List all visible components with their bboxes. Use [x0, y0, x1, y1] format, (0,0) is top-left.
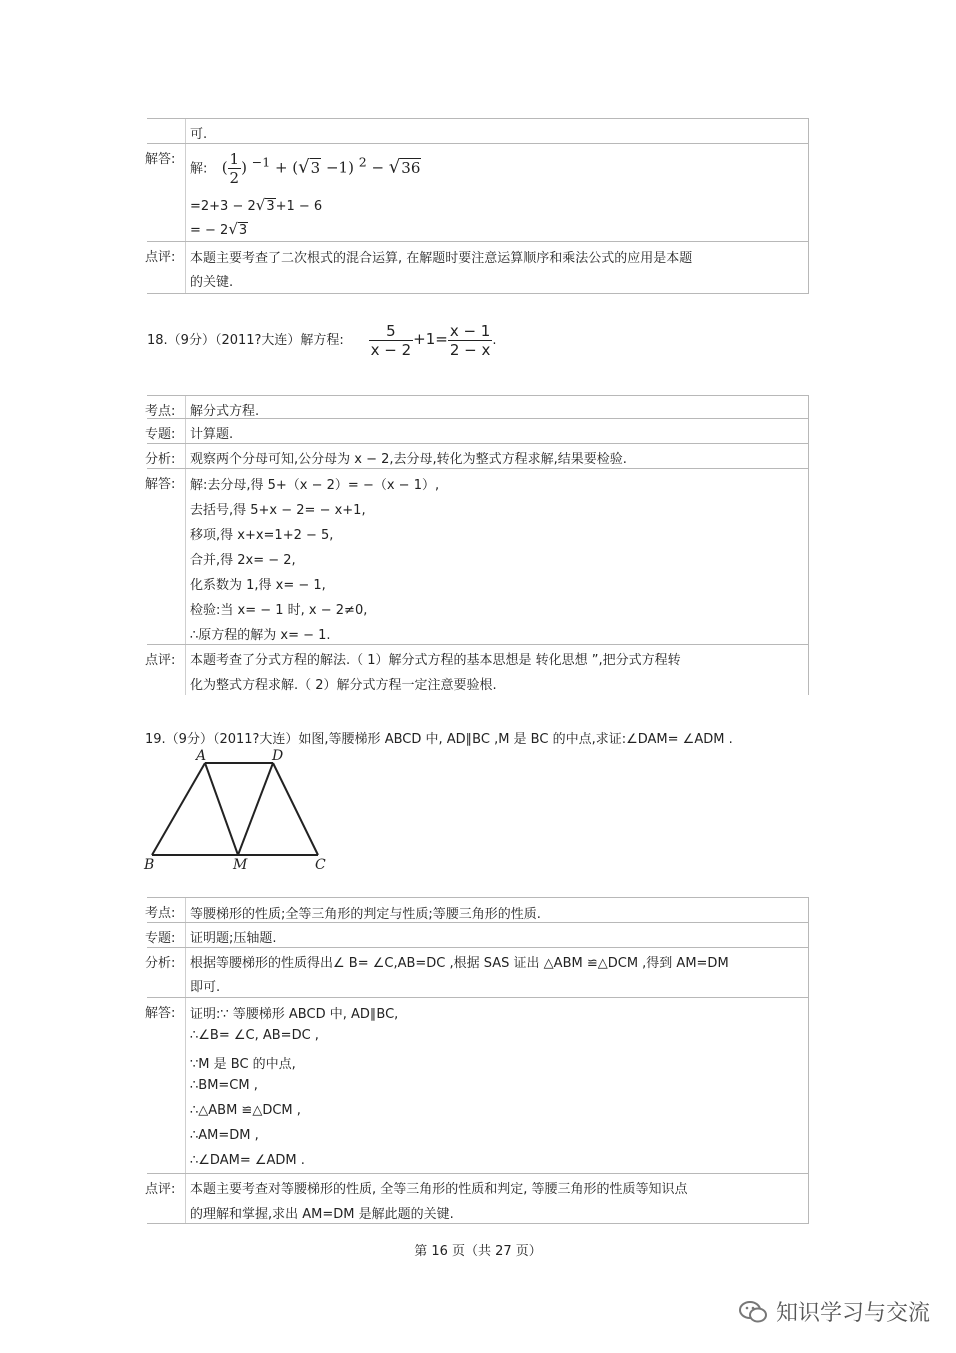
q19-kaodian-text: 等腰梯形的性质;全等三角形的判定与性质;等腰三角形的性质. — [190, 907, 541, 922]
q17-comment-row — [147, 242, 809, 294]
zhuanti-label: 专题: — [145, 931, 176, 946]
q19-solution-table — [147, 897, 809, 1224]
q19-fenxi-line1: 根据等腰梯形的性质得出∠ B= ∠C,AB=DC ,根据 SAS 证出 △ABM ≌△DCM ,得到 AM=DM — [190, 956, 729, 971]
q17-comment-line2: 的关键. — [190, 275, 234, 290]
watermark — [738, 1296, 930, 1327]
q19-answer-line: 证明:∵ 等腰梯形 ABCD 中, AD∥BC, — [190, 1007, 399, 1022]
q17-comment-line1: 本题主要考查了二次根式的混合运算, 在解题时要注意运算顺序和乘法公式的应用是本题 — [190, 251, 693, 266]
q19-kaodian-row — [147, 897, 809, 923]
plus: + — [274, 158, 288, 177]
label-C: C — [315, 857, 326, 873]
q17-answer-row — [147, 144, 809, 242]
q17-tail-text: 可. — [190, 127, 208, 142]
watermark-text: 知识学习与交流 — [775, 1301, 930, 1326]
q18-prefix: 18.（9分）（2011?大连）解方程: — [147, 333, 344, 348]
answer-prefix: 解: — [190, 161, 208, 177]
label-B: B — [144, 857, 155, 873]
q18-answer-line: 化系数为 1,得 x= − 1, — [190, 578, 326, 593]
q19-answer-line: ∴AM=DM , — [190, 1128, 259, 1143]
page-footer: 第 16 页（共 27 页） — [414, 1244, 542, 1259]
q18-fenxi-row — [147, 444, 809, 469]
q18-kaodian-row — [147, 395, 809, 419]
kaodian-label: 考点: — [145, 404, 176, 419]
q18-solution-table — [147, 395, 809, 695]
q18-answer-line: 检验:当 x= − 1 时, x − 2≠0, — [190, 603, 368, 618]
comment-label: 点评: — [145, 250, 176, 265]
wechat-icon — [738, 1299, 768, 1325]
q17-answer-line3: = − 2√3 — [190, 220, 248, 238]
q18-answer-line: 去括号,得 5+x − 2= − x+1, — [190, 503, 366, 518]
q19-statement: 19.（9分）（2011?大连）如图,等腰梯形 ABCD 中, AD∥BC ,M 是 BC 的中点,求证:∠DAM= ∠ADM . — [145, 732, 733, 747]
q18-fenxi-text: 观察两个分母可知,公分母为 x − 2,去分母,转化为整式方程求解,结果要检验. — [190, 452, 627, 467]
q18-mid: +1= — [413, 330, 448, 348]
q18-answer-row — [147, 469, 809, 645]
q19-answer-line: ∴∠DAM= ∠ADM . — [190, 1153, 305, 1168]
label-D: D — [272, 748, 284, 764]
comment-label: 点评: — [145, 1182, 176, 1197]
exponent-2: 2 — [358, 154, 367, 170]
exponent: −1 — [251, 154, 271, 170]
q18-fraction-right: $\frac{x - 1}{2 - x}$ — [449, 322, 491, 359]
q19-answer-line: ∴BM=CM , — [190, 1078, 258, 1093]
q18-answer-line: 合并,得 2x= − 2, — [190, 553, 296, 568]
trapezoid-figure — [140, 745, 340, 875]
q19-comment-row — [147, 1174, 809, 1224]
fenxi-label: 分析: — [145, 956, 176, 971]
kaodian-label: 考点: — [145, 906, 176, 921]
q19-answer-row — [147, 998, 809, 1174]
q18-answer-line: 解:去分母,得 5+（x − 2）= −（x − 1）, — [190, 478, 440, 493]
q18-fraction-left: $\frac{5}{x - 2}$ — [370, 322, 412, 359]
q19-comment-line2: 的理解和掌握,求出 AM=DM 是解此题的关键. — [190, 1207, 454, 1222]
label-M: M — [233, 857, 248, 873]
q19-zhuanti-text: 证明题;压轴题. — [190, 931, 277, 946]
q18-end: . — [492, 333, 497, 348]
zhuanti-label: 专题: — [145, 427, 176, 442]
comment-label: 点评: — [145, 653, 176, 668]
q18-comment-line1: 本题考查了分式方程的解法.（ 1）解分式方程的基本思想是 转化思想 ”,把分式方程转 — [190, 653, 681, 668]
q19-fenxi-row — [147, 948, 809, 998]
q18-answer-line: ∴原方程的解为 x= − 1. — [190, 628, 331, 643]
answer-label: 解答: — [145, 477, 176, 492]
minus: − — [371, 158, 385, 177]
q18-kaodian-text: 解分式方程. — [190, 404, 260, 419]
q18-zhuanti-text: 计算题. — [190, 427, 234, 442]
q18-zhuanti-row — [147, 419, 809, 444]
q19-answer-line: ∴∠B= ∠C, AB=DC , — [190, 1028, 319, 1043]
q18-answer-line: 移项,得 x+x=1+2 − 5, — [190, 528, 334, 543]
minus-one: −1 — [325, 158, 349, 177]
fenxi-label: 分析: — [145, 452, 176, 467]
fraction-half: $\frac{1}{2}$ — [229, 150, 240, 187]
sqrt-3: 3 — [310, 158, 321, 177]
q19-answer-line: ∵M 是 BC 的中点, — [190, 1057, 296, 1072]
q19-comment-line1: 本题主要考查对等腰梯形的性质, 全等三角形的性质和判定, 等腰三角形的性质等知识点 — [190, 1182, 688, 1197]
answer-label: 解答: — [145, 152, 176, 167]
q17-row-tail — [147, 118, 809, 144]
q19-answer-line: ∴△ABM ≌△DCM , — [190, 1103, 301, 1118]
answer-label: 解答: — [145, 1006, 176, 1021]
label-A: A — [196, 748, 207, 764]
q19-fenxi-line2: 即可. — [190, 980, 221, 995]
q18-comment-line2: 化为整式方程求解.（ 2）解分式方程一定注意要验根. — [190, 678, 497, 693]
q18-comment-row — [147, 645, 809, 695]
q18-statement — [147, 322, 497, 359]
sqrt-36: 36 — [401, 158, 421, 177]
q17-solution-table — [147, 118, 809, 294]
q17-answer-line1: 解: ( $\frac{1}{2}$ ) $^{-1}$ + (√3 −1) $^2$ − √36 — [190, 150, 421, 187]
q19-zhuanti-row — [147, 923, 809, 948]
q17-answer-line2: =2+3 − 2√3+1 − 6 — [190, 196, 323, 214]
